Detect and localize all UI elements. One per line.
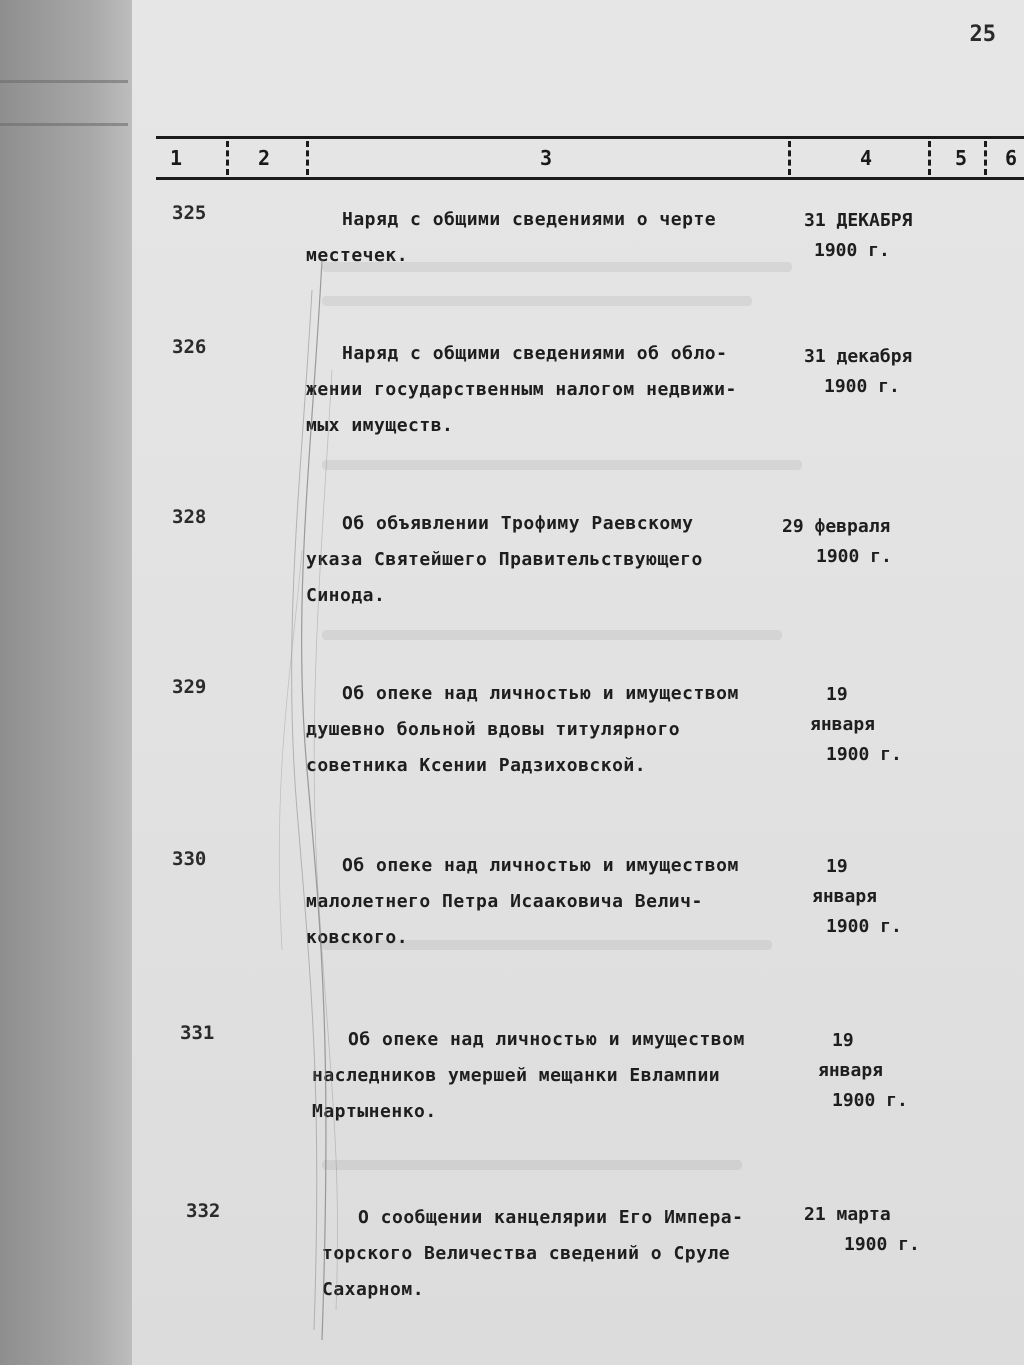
- record-description: [306, 676, 806, 784]
- record-description: [306, 506, 806, 614]
- description-line: советника Ксении Радзиховской.: [306, 755, 647, 776]
- description-line: указа Святейшего Правительствующего: [306, 549, 703, 570]
- date-line: 1900 г.: [826, 744, 902, 765]
- description-line: жении государственным налогом недвижи-: [306, 379, 737, 400]
- date-line: 29 февраля: [782, 516, 891, 537]
- description-line: Синода.: [306, 585, 386, 606]
- record-date: [782, 512, 912, 572]
- record-number: 328: [172, 506, 207, 528]
- description-line: Сахарном.: [322, 1279, 425, 1300]
- header-column-5: 5: [954, 146, 968, 170]
- description-line: ковского.: [306, 927, 409, 948]
- date-line: 19: [832, 1030, 854, 1051]
- date-line: 31 ДЕКАБРЯ: [804, 210, 913, 231]
- date-line: 1900 г.: [816, 546, 892, 567]
- bleed-through-mark: [322, 630, 782, 640]
- record-date: [804, 342, 934, 402]
- record-date: [810, 680, 956, 770]
- description-line: торского Величества сведений о Сруле: [322, 1243, 731, 1264]
- date-line: 1900 г.: [824, 376, 900, 397]
- description-line: Об опеке над личностью и имуществом: [348, 1029, 745, 1050]
- record-number: 325: [172, 202, 207, 224]
- date-line: 31 декабря: [804, 346, 913, 367]
- bleed-through-mark: [322, 1160, 742, 1170]
- record-number: 326: [172, 336, 207, 358]
- date-line: января: [812, 886, 878, 907]
- record-date: [818, 1026, 962, 1116]
- adjacent-page-edge: [0, 0, 132, 1365]
- description-line: Наряд с общими сведениями о черте: [342, 209, 717, 230]
- description-line: мых имуществ.: [306, 415, 454, 436]
- record-description: [306, 336, 806, 444]
- date-line: 1900 г.: [832, 1090, 908, 1111]
- header-divider: [928, 141, 934, 175]
- date-line: января: [818, 1060, 884, 1081]
- record-number: 331: [180, 1022, 215, 1044]
- header-column-1: 1: [169, 146, 183, 170]
- header-divider: [226, 141, 232, 175]
- record-date: [804, 206, 934, 266]
- description-line: Об опеке над личностью и имуществом: [342, 683, 739, 704]
- record-number: 330: [172, 848, 207, 870]
- description-line: Мартыненко.: [312, 1101, 437, 1122]
- header-divider: [984, 141, 990, 175]
- header-column-2: 2: [257, 146, 271, 170]
- date-line: 21 марта: [804, 1204, 891, 1225]
- date-line: января: [810, 714, 876, 735]
- record-description: [322, 1200, 822, 1308]
- description-line: душевно больной вдовы титулярного: [306, 719, 681, 740]
- record-date: [804, 1200, 934, 1260]
- date-line: 19: [826, 856, 848, 877]
- header-column-3: 3: [539, 146, 553, 170]
- page-number: 25: [969, 22, 996, 47]
- bleed-through-mark: [322, 296, 752, 306]
- header-column-4: 4: [859, 146, 873, 170]
- record-description: [306, 202, 806, 274]
- description-line: О сообщении канцелярии Его Импера-: [358, 1207, 744, 1228]
- record-number: 329: [172, 676, 207, 698]
- date-line: 1900 г.: [826, 916, 902, 937]
- description-line: малолетнего Петра Исааковича Велич-: [306, 891, 703, 912]
- date-line: 1900 г.: [844, 1234, 920, 1255]
- record-description: [312, 1022, 812, 1130]
- description-line: Об объявлении Трофиму Раевскому: [342, 513, 694, 534]
- record-description: [306, 848, 806, 956]
- description-line: местечек.: [306, 245, 409, 266]
- description-line: Наряд с общими сведениями об обло-: [342, 343, 728, 364]
- record-date: [812, 852, 956, 942]
- column-header-table: [156, 136, 1024, 180]
- header-column-6: 6: [1004, 146, 1018, 170]
- bleed-through-mark: [322, 460, 802, 470]
- archive-page: [132, 0, 1024, 1365]
- adjacent-page-table-fragment: [0, 80, 128, 126]
- record-number: 332: [186, 1200, 221, 1222]
- description-line: Об опеке над личностью и имуществом: [342, 855, 739, 876]
- description-line: наследников умершей мещанки Евлампии: [312, 1065, 721, 1086]
- date-line: 1900 г.: [814, 240, 890, 261]
- header-divider: [788, 141, 794, 175]
- header-divider: [306, 141, 312, 175]
- date-line: 19: [826, 684, 848, 705]
